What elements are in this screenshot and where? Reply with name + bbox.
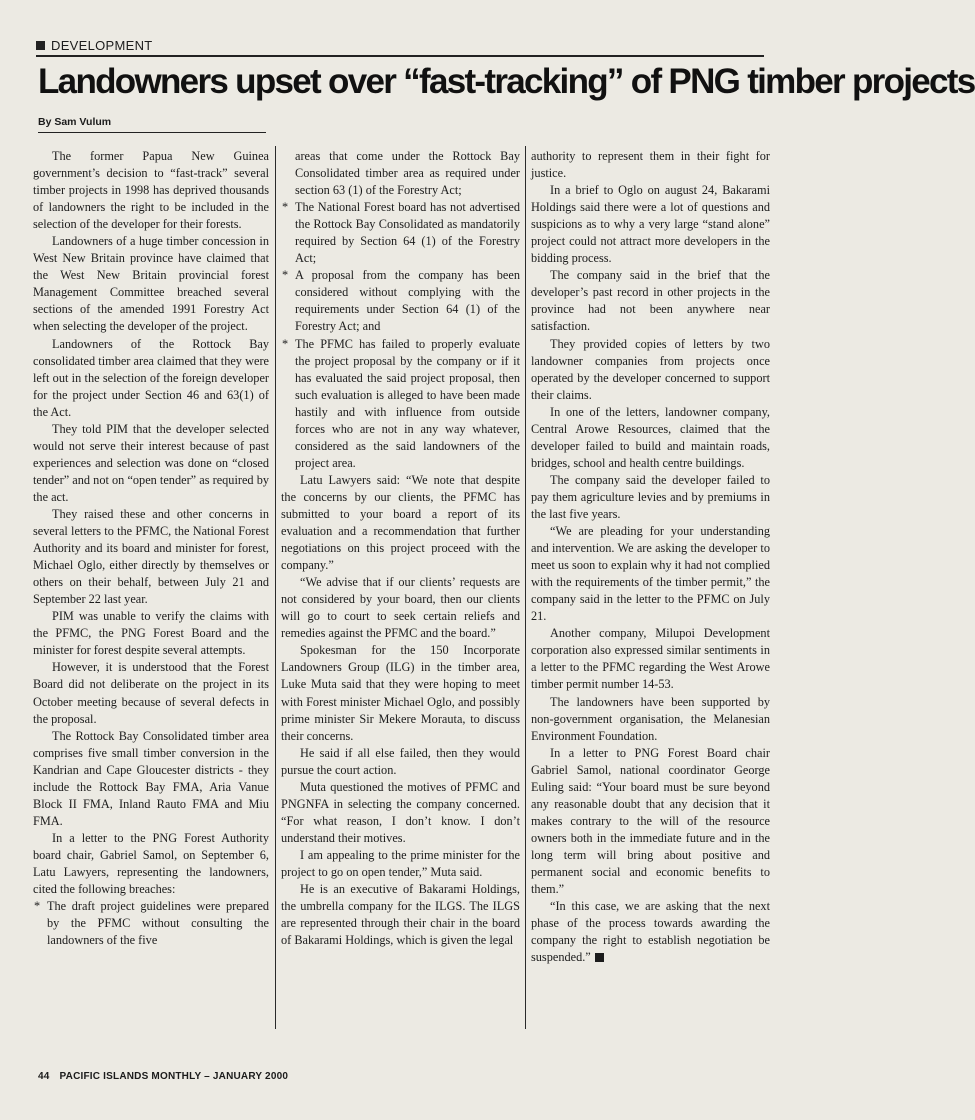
bullet-text: areas that come under the Rottock Bay Consolidated timber area as required under section 63 (1) of the Forestry Act; <box>295 149 520 198</box>
publication-line: PACIFIC ISLANDS MONTHLY – JANUARY 2000 <box>59 1071 289 1082</box>
bullet-item <box>281 336 520 472</box>
paragraph: In a letter to the PNG Forest Authority board chair, Gabriel Samol, on September 6, Latu Lawyers, representing the landowners, cited the following breaches: <box>33 830 269 897</box>
paragraph: Landowners of the Rottock Bay consolidated timber area claimed that they were left out in the selection of the foreign developer for the project under Section 46 and 63(1) of the Act. <box>33 336 269 419</box>
paragraph: Landowners of a huge timber concession in West New Britain province have claimed that the West New Britain provincial forest Management Committee breached several sections of the amended 1991 Forestry Act when selecting the developer of the project. <box>33 234 269 334</box>
bullet-text: The PFMC has failed to properly evaluate the project proposal by the company or if it has evaluated the said project proposal, then such evaluation is alleged to have been made hastily and with influence from outside forces who are not in any way whatever, considered as the said landowners of the project area. <box>295 336 520 470</box>
paragraph: In one of the letters, landowner company, Central Arowe Resources, claimed that the developer failed to build and maintain roads, bridges, school and health centre buildings. <box>531 404 770 470</box>
bullet-text: A proposal from the company has been considered without complying with the requirements under Section 64 (1) of the Forestry Act; and <box>295 268 520 334</box>
paragraph: They told PIM that the developer selected would not serve their interest because of past experiences and selection was done on “closed tender” and not on “open tender” as required by the act. <box>33 421 269 504</box>
paragraph: “We are pleading for your understanding and intervention. We are asking the developer to meet us soon to explain why it had not complied with the requirements of the timber permit,” the company said in the letter to the PFMC on July 21. <box>531 524 770 624</box>
column-rule <box>275 146 276 1029</box>
article-column-2 <box>281 148 520 1029</box>
paragraph: They provided copies of letters by two landowner companies from projects once operated by the developer concerned to support their claims. <box>531 336 770 402</box>
headline: Landowners upset over “fast-tracking” of PNG timber projects <box>38 62 975 101</box>
byline: By Sam Vulum <box>38 116 266 133</box>
paragraph: Spokesman for the 150 Incorporate Landowners Group (ILG) in the timber area, Luke Muta said that they were hoping to meet with Forest minister Michael Oglo, and possibly prime minister Sir Mekere Morauta, to discuss their concerns. <box>281 643 520 743</box>
paragraph-continued: authority to represent them in their fight for justice. <box>531 149 770 181</box>
bullet-icon: * <box>34 899 41 914</box>
bullet-text: The draft project guidelines were prepared by the PFMC without consulting the landowners of the five <box>47 899 269 948</box>
paragraph: The landowners have been supported by non-government organisation, the Melanesian Environment Foundation. <box>531 694 770 743</box>
article-column-1 <box>33 148 269 1029</box>
page-number: 44 <box>38 1071 50 1082</box>
paragraph: PIM was unable to verify the claims with the PFMC, the PNG Forest Board and the minister for forest despite several attempts. <box>33 609 269 658</box>
section-label: DEVELOPMENT <box>51 38 153 53</box>
bullet-item <box>33 898 269 949</box>
paragraph: He is an executive of Bakarami Holdings, the umbrella company for the ILGS. The ILGS are represented through their chair in the board of Bakarami Holdings, which is given the legal <box>281 882 520 948</box>
bullet-icon: * <box>282 200 289 215</box>
bullet-item-continued <box>281 148 520 199</box>
bullet-item <box>281 267 520 335</box>
bullet-text: The National Forest board has not advertised the Rottock Bay Consolidated as mandatorily required by Section 64 (1) of the Forestry Act; <box>295 200 520 266</box>
paragraph: Muta questioned the motives of PFMC and PNGNFA in selecting the company concerned. “For what reason, I don’t know. I don’t understand their motives. <box>281 779 520 845</box>
paragraph: The Rottock Bay Consolidated timber area comprises five small timber conversion in the Kandrian and Cape Gloucester districts - they include the Rottock Bay FMA, Aria Vanue Block II FMA, Inland Rauto FMA and Miu FMA. <box>33 728 269 828</box>
paragraph: However, it is understood that the Forest Board did not deliberate on the project in its October meeting because of several defects in the proposal. <box>33 660 269 726</box>
page-footer <box>38 1071 288 1082</box>
paragraph: The former Papua New Guinea government’s decision to “fast-track” several timber projects in 1998 has deprived thousands of landowners the right to be included in the selection of the developer for their forests. <box>33 149 269 232</box>
paragraph: He said if all else failed, then they would pursue the court action. <box>281 745 520 777</box>
article-column-3 <box>531 148 770 1029</box>
paragraph: The company said the developer failed to pay them agriculture levies and by premiums in the last five years. <box>531 472 770 521</box>
column-rule <box>525 146 526 1029</box>
paragraph: Another company, Milupoi Development corporation also expressed similar sentiments in a letter to the PFMC regarding the West Arowe timber permit number 14-53. <box>531 626 770 692</box>
paragraph: “We advise that if our clients’ requests are not considered by your board, then our clients will go to court to seek certain reliefs and remedies against the PFMC and the board.” <box>281 575 520 641</box>
bullet-item <box>281 199 520 267</box>
paragraph: In a brief to Oglo on august 24, Bakarami Holdings said there were a lot of questions and suspicions as to why a very large “stand alone” project could not attract more developers in the bidding process. <box>531 183 770 266</box>
paragraph: I am appealing to the prime minister for the project to go on open tender,” Muta said. <box>281 847 520 879</box>
paragraph: The company said in the brief that the developer’s past record in other projects in the province had not been anywhere near satisfaction. <box>531 268 770 334</box>
paragraph-final <box>531 898 770 966</box>
paragraph: They raised these and other concerns in several letters to the PFMC, the National Forest Authority and its board and minister for forest, Michael Oglo, either directly by themselves or others on their behalf, between July 21 and September 22 last year. <box>33 506 269 607</box>
paragraph-text: “In this case, we are asking that the next phase of the process towards awarding the company the right to establish negotiation be suspended.” <box>531 899 770 965</box>
paragraph: In a letter to PNG Forest Board chair Gabriel Samol, national coordinator George Euling said: “Your board must be sure beyond any reasonable doubt that any decision that it makes contrary to the will of the resource owners both in the immediate future and in the long term will bring about positive and permanent social and economic benefits to them.” <box>531 745 770 897</box>
bullet-icon: * <box>282 268 289 283</box>
end-of-story-icon <box>595 953 604 962</box>
paragraph: Latu Lawyers said: “We note that despite the concerns by our clients, the PFMC has submitted to your board a report of its evaluation and a recommendation that further negotiations on this project proceed with the company.” <box>281 472 520 573</box>
section-header <box>36 37 764 57</box>
section-square-icon <box>36 41 45 50</box>
bullet-icon: * <box>282 336 289 351</box>
